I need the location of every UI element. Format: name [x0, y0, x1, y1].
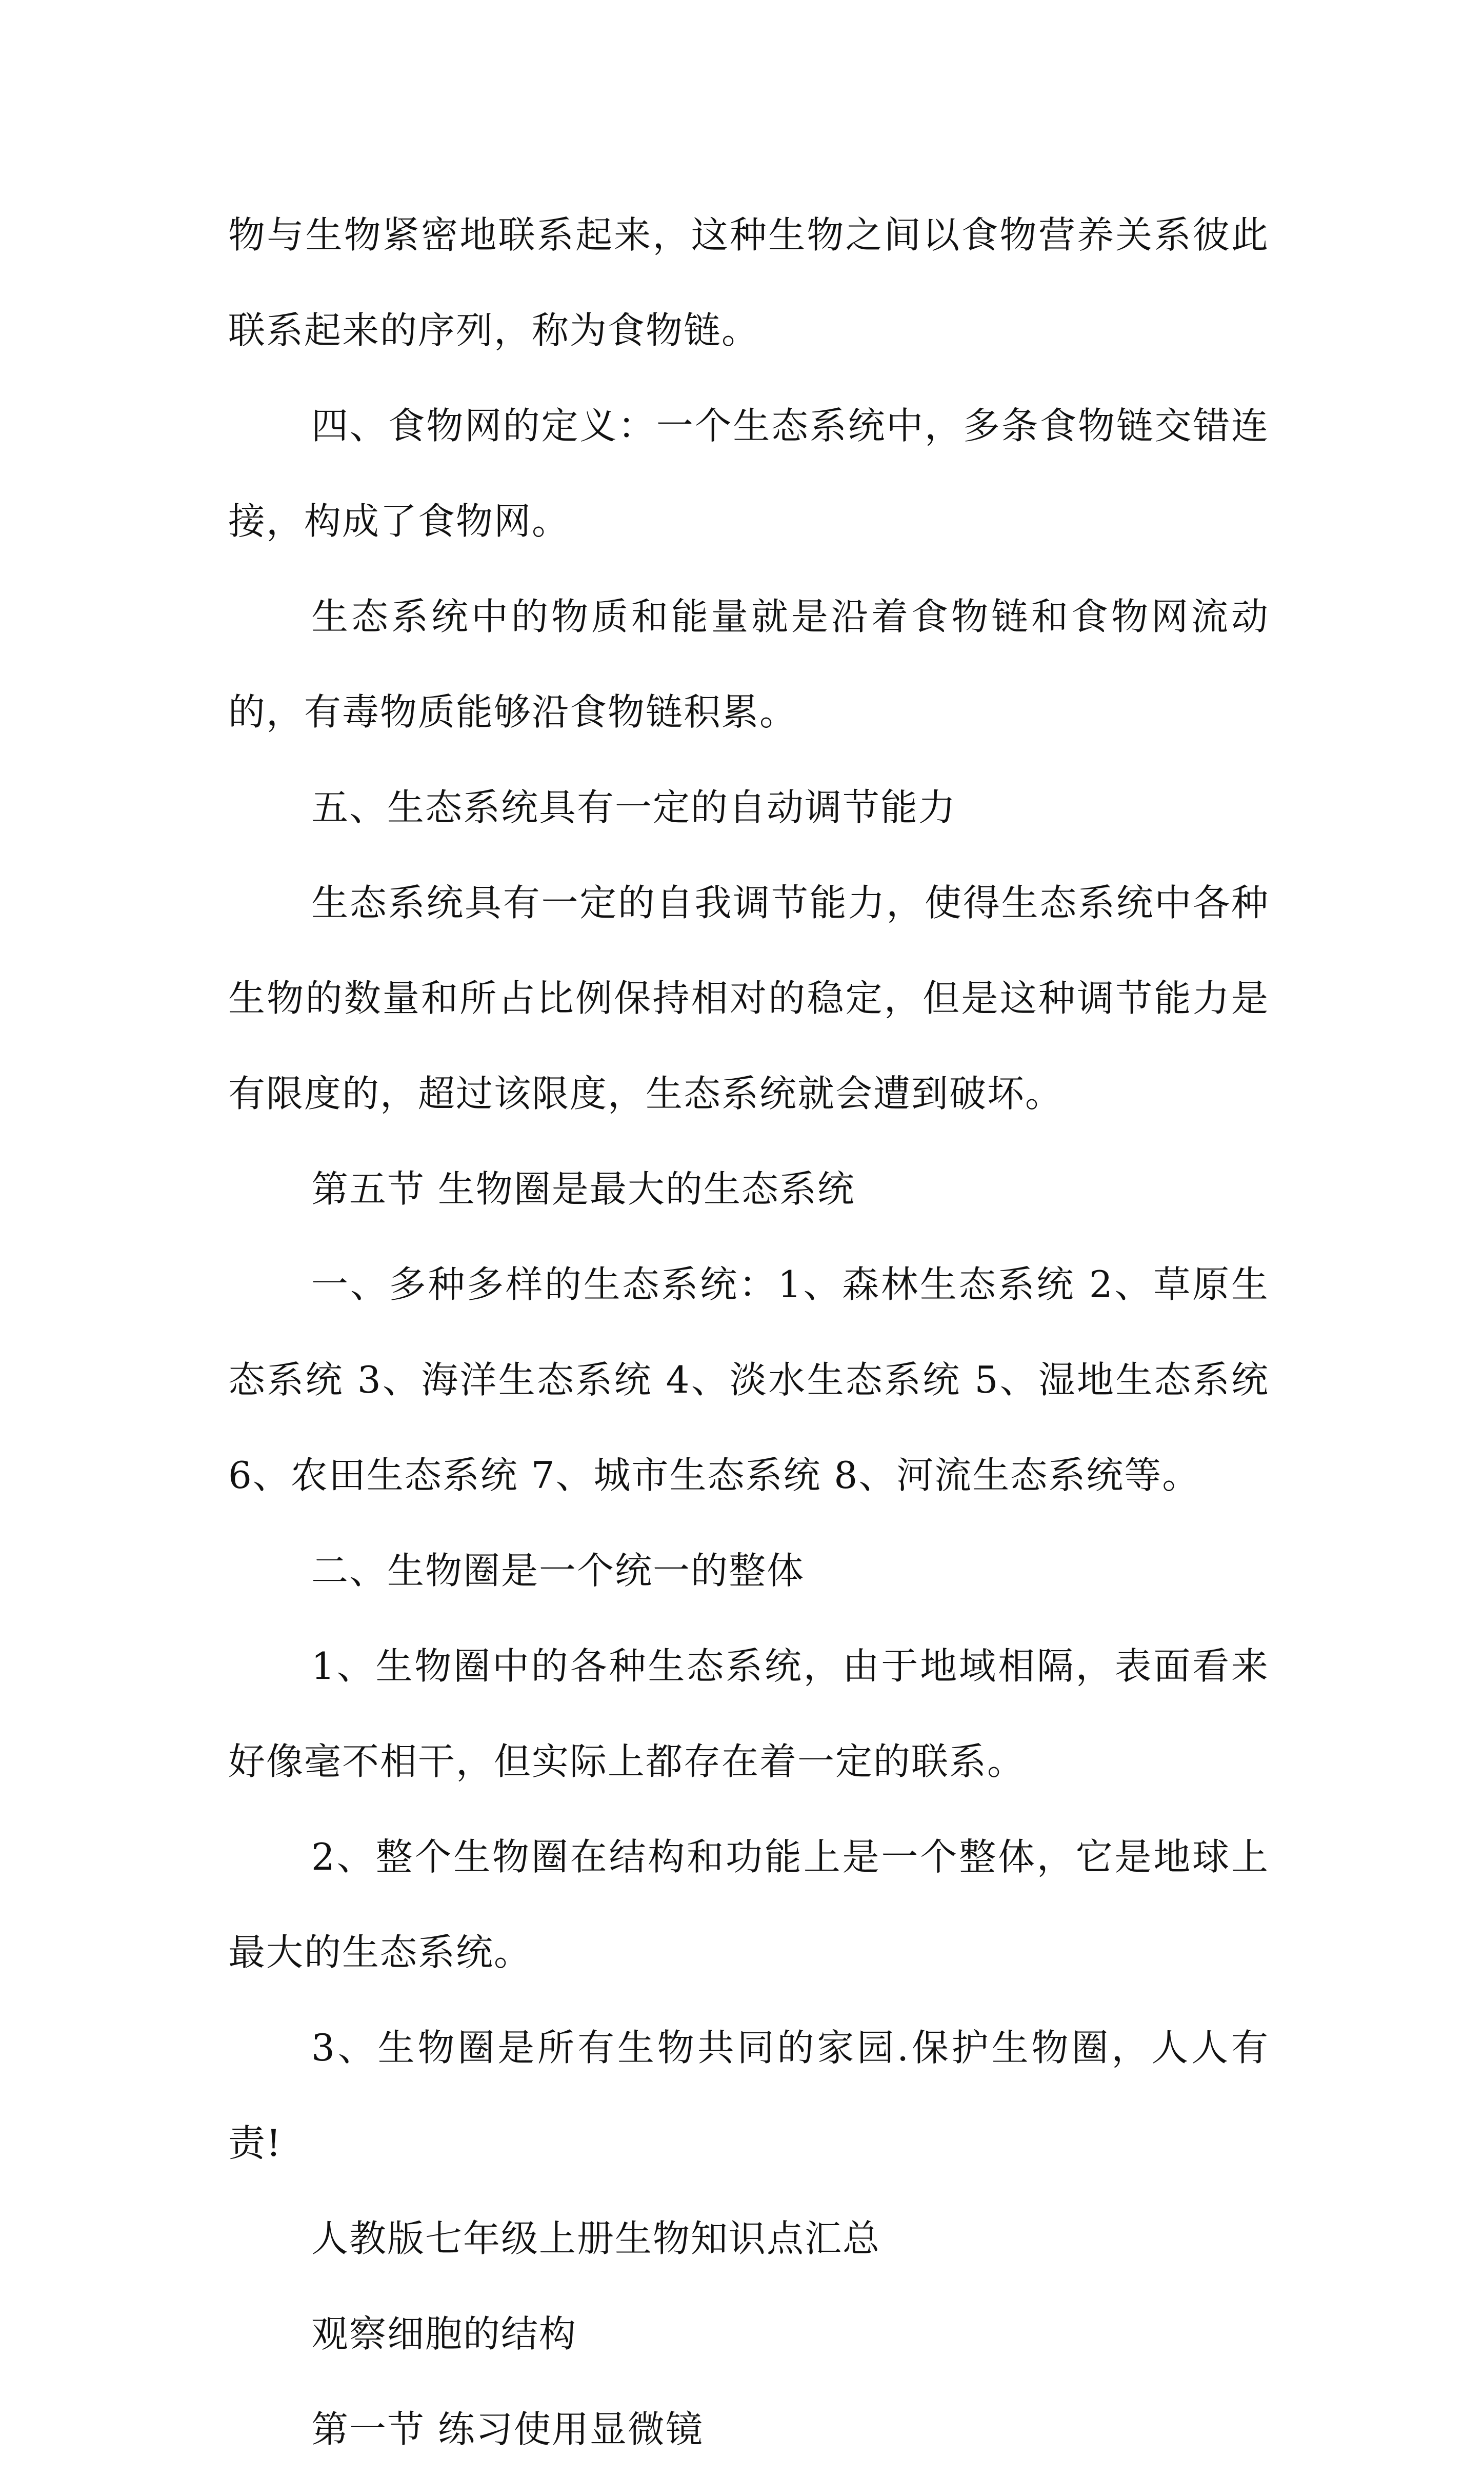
document-page	[228, 187, 1269, 2477]
paragraph-biosphere-point-2: 2、整个生物圈在结构和功能上是一个整体，它是地球上最大的生态系统。	[228, 1835, 1269, 1974]
paragraph-matter-energy-flow: 生态系统中的物质和能量就是沿着食物链和食物网流动的，有毒物质能够沿食物链积累。	[228, 595, 1269, 734]
paragraph-biosphere-point-1: 1、生物圈中的各种生态系统，由于地域相隔，表面看来好像毫不相干，但实际上都存在着一定的联系。	[228, 1644, 1269, 1783]
paragraph-self-regulation: 生态系统具有一定的自我调节能力，使得生态系统中各种生物的数量和所占比例保持相对的稳定，但是这种调节能力是有限度的，超过该限度，生态系统就会遭到破坏。	[228, 881, 1269, 1115]
heading-cell-structure: 观察细胞的结构	[311, 2312, 577, 2355]
paragraph-biosphere-point-3: 3、生物圈是所有生物共同的家园.保护生物圈，人人有责!	[228, 2026, 1269, 2165]
heading-section-five: 第五节 生物圈是最大的生态系统	[311, 1167, 855, 1211]
heading-summary-title: 人教版七年级上册生物知识点汇总	[311, 2217, 881, 2260]
paragraph-ecosystem-types: 一、多种多样的生态系统：1、森林生态系统 2、草原生态系统 3、海洋生态系统 4、淡水生态系统 5、湿地生态系统 6、农田生态系统 7、城市生态系统 8、河流生态系统等。	[228, 1263, 1269, 1497]
heading-self-regulation: 五、生态系统具有一定的自动调节能力	[311, 786, 957, 829]
heading-biosphere-whole: 二、生物圈是一个统一的整体	[311, 1549, 805, 1592]
heading-microscope-section: 第一节 练习使用显微镜	[311, 2408, 704, 2451]
paragraph-food-chain-definition: 物与生物紧密地联系起来，这种生物之间以食物营养关系彼此联系起来的序列，称为食物链。	[228, 213, 1269, 352]
paragraph-food-web-definition: 四、食物网的定义：一个生态系统中，多条食物链交错连接，构成了食物网。	[228, 404, 1269, 543]
